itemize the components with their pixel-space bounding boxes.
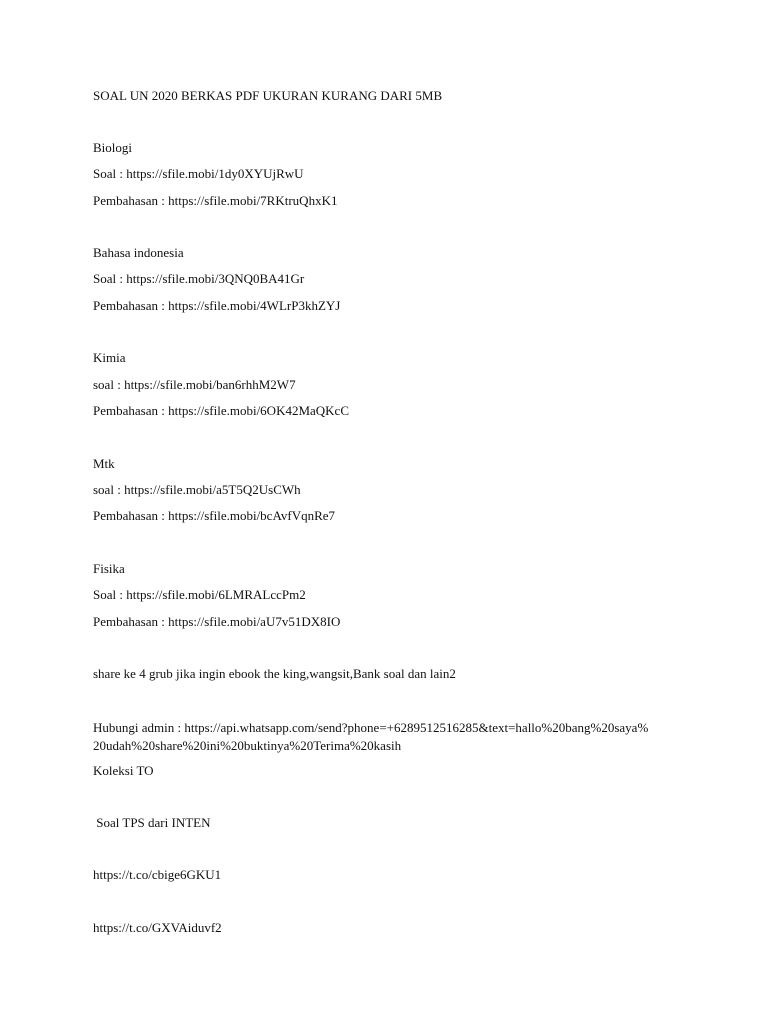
pembahasan-line-bahasa-indonesia — [93, 298, 340, 314]
pembahasan-link-mtk[interactable]: https://sfile.mobi/bcAvfVqnRe7 — [168, 508, 336, 523]
soal-line-fisika — [93, 587, 306, 603]
pembahasan-link-kimia[interactable]: https://sfile.mobi/6OK42MaQKcC — [168, 403, 350, 418]
pembahasan-label: Pembahasan : — [93, 298, 169, 313]
pembahasan-label: Pembahasan : — [93, 193, 169, 208]
admin-label: Hubungi admin : — [93, 720, 185, 735]
soal-label: soal : — [93, 482, 125, 497]
soal-line-kimia — [93, 377, 296, 393]
soal-label: Soal : — [93, 271, 127, 286]
soal-link-fisika[interactable]: https://sfile.mobi/6LMRALccPm2 — [126, 587, 306, 602]
pembahasan-label: Pembahasan : — [93, 508, 169, 523]
soal-link-kimia[interactable]: https://sfile.mobi/ban6rhhM2W7 — [124, 377, 296, 392]
pembahasan-line-biologi — [93, 193, 337, 209]
soal-label: soal : — [93, 377, 125, 392]
soal-link-biologi[interactable]: https://sfile.mobi/1dy0XYUjRwU — [126, 166, 304, 181]
subject-heading-biologi: Biologi — [93, 140, 133, 155]
soal-label: Soal : — [93, 166, 127, 181]
share-text: share ke 4 grub jika ingin ebook the king,wangsit,Bank soal dan lain2 — [93, 666, 456, 681]
document-title: SOAL UN 2020 BERKAS PDF UKURAN KURANG DARI 5MB — [93, 88, 443, 103]
soal-line-biologi — [93, 166, 304, 182]
tps-link-2[interactable]: https://t.co/GXVAiduvf2 — [93, 920, 222, 935]
soal-link-mtk[interactable]: https://sfile.mobi/a5T5Q2UsCWh — [124, 482, 301, 497]
subject-heading-kimia: Kimia — [93, 350, 126, 365]
soal-line-mtk — [93, 482, 301, 498]
pembahasan-link-fisika[interactable]: https://sfile.mobi/aU7v51DX8IO — [168, 614, 341, 629]
soal-link-bahasa-indonesia[interactable]: https://sfile.mobi/3QNQ0BA41Gr — [126, 271, 305, 286]
subject-heading-bahasa-indonesia: Bahasa indonesia — [93, 245, 184, 260]
subject-heading-fisika: Fisika — [93, 561, 125, 576]
tps-link-1[interactable]: https://t.co/cbige6GKU1 — [93, 867, 222, 882]
admin-contact — [93, 719, 653, 755]
pembahasan-line-fisika — [93, 614, 340, 630]
subject-heading-mtk: Mtk — [93, 456, 115, 471]
pembahasan-link-biologi[interactable]: https://sfile.mobi/7RKtruQhxK1 — [168, 193, 338, 208]
admin-whatsapp-link[interactable]: https://api.whatsapp.com/send?phone=+6289512516285&text=hallo%20bang%20saya%20udah%20share%20ini%20buktinya%20Terima%20kasih — [93, 720, 649, 753]
pembahasan-link-bahasa-indonesia[interactable]: https://sfile.mobi/4WLrP3khZYJ — [168, 298, 341, 313]
pembahasan-line-kimia — [93, 403, 349, 419]
soal-line-bahasa-indonesia — [93, 271, 304, 287]
soal-label: Soal : — [93, 587, 127, 602]
pembahasan-line-mtk — [93, 508, 335, 524]
pembahasan-label: Pembahasan : — [93, 403, 169, 418]
pembahasan-label: Pembahasan : — [93, 614, 169, 629]
koleksi-heading: Koleksi TO — [93, 763, 154, 778]
tps-heading: Soal TPS dari INTEN — [93, 815, 211, 830]
